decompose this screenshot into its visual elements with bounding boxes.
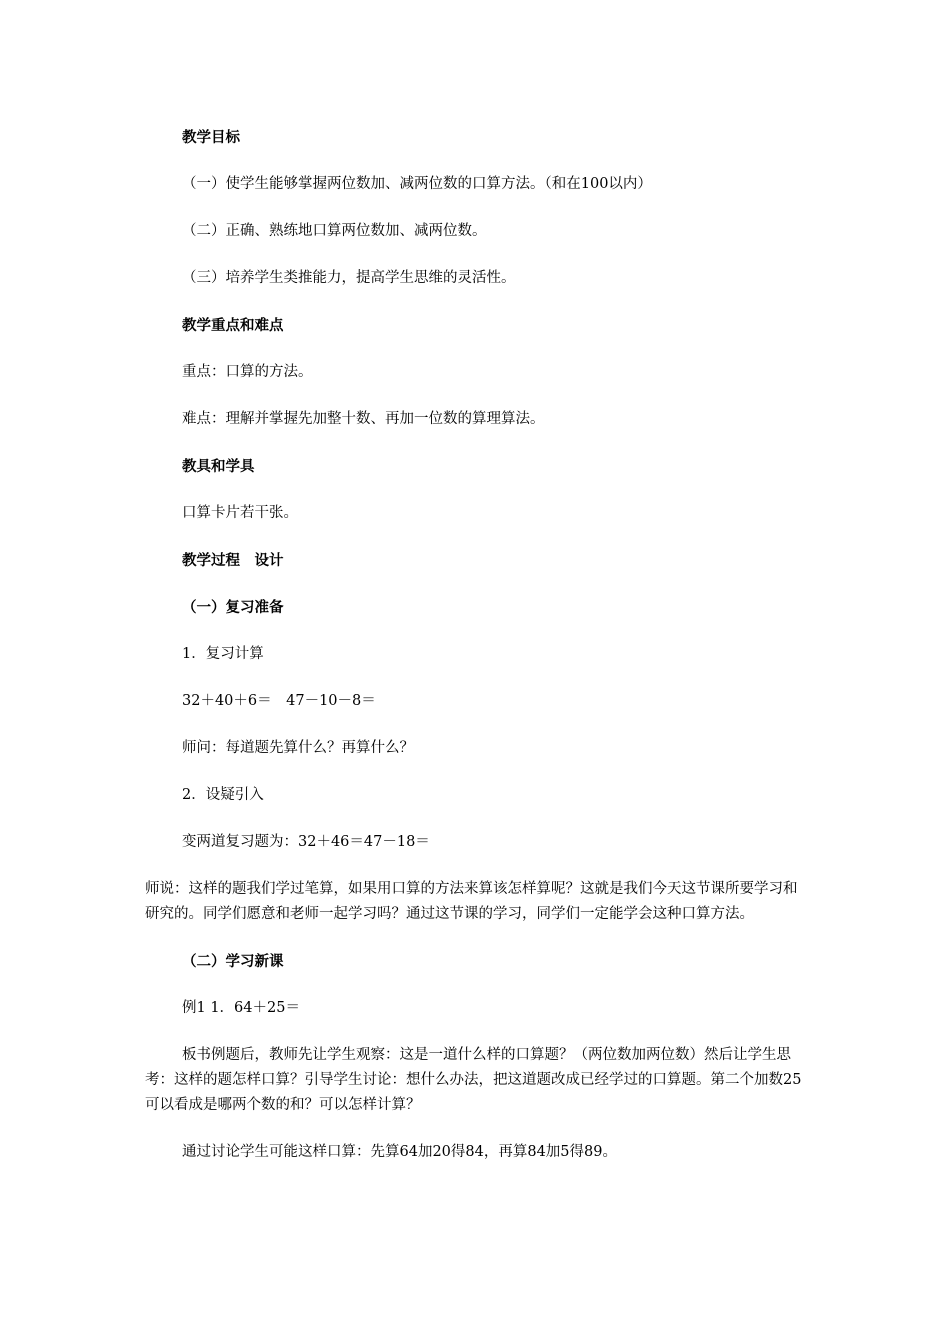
objective-3: （三）培养学生类推能力，提高学生思维的灵活性。 <box>182 270 516 286</box>
step-review-calculation: 1．复习计算 <box>182 646 264 662</box>
teacher-speech <box>145 877 805 927</box>
section-review-preparation: （一）复习准备 <box>182 599 284 616</box>
teaching-aids-text: 口算卡片若干张。 <box>182 505 298 521</box>
difficult-point: 难点：理解并掌握先加整十数、再加一位数的算理算法。 <box>182 411 545 427</box>
review-equations: 32＋40＋6＝ 47－10－8＝ <box>182 693 376 709</box>
example-1: 例1 1．64＋25＝ <box>182 1000 300 1016</box>
document-body <box>145 123 805 1165</box>
heading-key-points: 教学重点和难点 <box>182 317 284 334</box>
heading-teaching-process: 教学过程 设计 <box>182 552 284 569</box>
step-introduction: 2．设疑引入 <box>182 787 264 803</box>
heading-teaching-aids: 教具和学具 <box>182 458 255 475</box>
objective-2: （二）正确、熟练地口算两位数加、减两位数。 <box>182 223 487 239</box>
key-point: 重点：口算的方法。 <box>182 364 313 380</box>
changed-review-equations: 变两道复习题为：32＋46＝47－18＝ <box>182 834 430 850</box>
example-discussion <box>145 1043 805 1118</box>
example-discussion-text: 板书例题后，教师先让学生观察：这是一道什么样的口算题？（两位数加两位数）然后让学生思考：这样的题怎样口算？引导学生讨论：想什么办法，把这道题改成已经学过的口算题。第二个加数25可以看成是哪两个数的和？可以怎样计算？ <box>145 1047 802 1113</box>
heading-teaching-objectives: 教学目标 <box>182 129 240 146</box>
section-new-lesson: （二）学习新课 <box>182 953 284 970</box>
discussion-result: 通过讨论学生可能这样口算：先算64加20得84，再算84加5得89。 <box>182 1144 617 1160</box>
objective-1: （一）使学生能够掌握两位数加、减两位数的口算方法。（和在100以内） <box>182 176 652 192</box>
teacher-speech-text: 师说：这样的题我们学过笔算，如果用口算的方法来算该怎样算呢？这就是我们今天这节课所要学习和研究的。同学们愿意和老师一起学习吗？通过这节课的学习，同学们一定能学会这种口算方法。 <box>145 881 798 922</box>
teacher-question: 师问：每道题先算什么？再算什么？ <box>182 740 414 756</box>
